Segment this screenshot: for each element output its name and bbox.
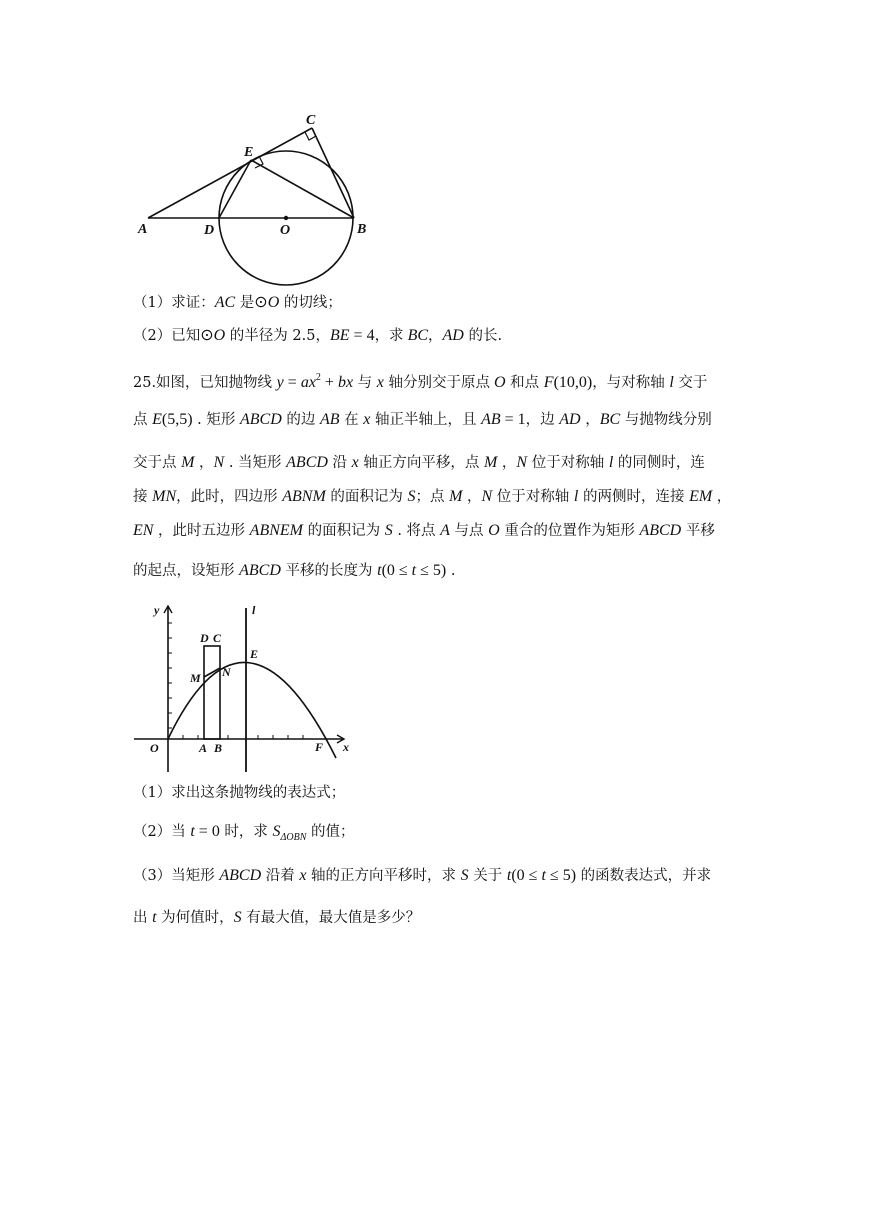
label-b: B: [357, 222, 367, 237]
label-e: E: [250, 647, 259, 661]
q25-line5: EN ，此时五边形 ABNEM 的面积记为 S . 将点 A 与点 O 重合的位置作为矩形 ABCD 平移: [133, 522, 715, 539]
label-c: C: [306, 113, 316, 128]
label-d: D: [204, 223, 215, 238]
line-de: [219, 160, 251, 218]
q25-part2: （2）当 t = 0 时，求 $S_{\Delta OBN}$ 的值；: [133, 823, 355, 843]
q25-line4: 接 MN，此时，四边形 ABNM 的面积记为 S；点 M ，N 位于对称轴 l 的两侧时，连接 EM ，: [133, 488, 732, 505]
q25-line1: 25.如图，已知抛物线 $y = ax^2$ + bx 与 x 轴分别交于原点 O 和点 F(10,0)，与对称轴 l 交于: [133, 372, 708, 391]
q25-line6: 的起点，设矩形 ABCD 平移的长度为 t(0 ≤ t ≤ 5) .: [133, 562, 456, 579]
figure-parabola: [130, 600, 360, 780]
q25-line2: 点 E(5,5) . 矩形 ABCD 的边 AB 在 x 轴正半轴上，且 AB = 1，边 AD ，BC 与抛物线分别: [133, 411, 712, 428]
figure-circle-tangent: [130, 100, 380, 295]
label-d: D: [200, 631, 209, 645]
label-a: A: [199, 741, 208, 755]
label-o: O: [150, 741, 159, 755]
label-e: E: [244, 145, 254, 160]
label-l: l: [252, 603, 256, 617]
q25-part3b: 出 t 为何值时，S 有最大值，最大值是多少？: [133, 909, 421, 926]
rectangle-abcd: [204, 646, 220, 739]
parabola-diagram: [130, 600, 360, 780]
center-dot: [284, 216, 288, 220]
circle-diagram: [130, 100, 380, 295]
line-eb: [251, 160, 354, 218]
q25-part1: （1）求出这条抛物线的表达式；: [133, 785, 346, 801]
q24-part2: （2）已知⊙O 的半径为 2.5，BE = 4，求 BC，AD 的长.: [133, 327, 503, 344]
label-b: B: [214, 741, 223, 755]
q24-part1: （1）求证：AC 是⊙O 的切线；: [133, 294, 342, 311]
q25-part3a: （3）当矩形 ABCD 沿着 x 轴的正方向平移时，求 S 关于 t(0 ≤ t ≤ 5) 的函数表达式，并求: [133, 867, 712, 884]
label-f: F: [315, 740, 324, 754]
label-c: C: [213, 631, 222, 645]
label-n: N: [222, 665, 231, 679]
label-y: y: [154, 603, 160, 617]
label-a: A: [138, 222, 148, 237]
line-ac: [148, 128, 312, 218]
label-x: x: [343, 740, 349, 754]
line-cb: [312, 128, 354, 218]
label-m: M: [190, 671, 201, 685]
q25-line3: 交于点 M ，N . 当矩形 ABCD 沿 x 轴正方向平移，点 M ，N 位于对称轴 l 的同侧时，连: [133, 454, 705, 471]
label-o: O: [280, 223, 291, 238]
